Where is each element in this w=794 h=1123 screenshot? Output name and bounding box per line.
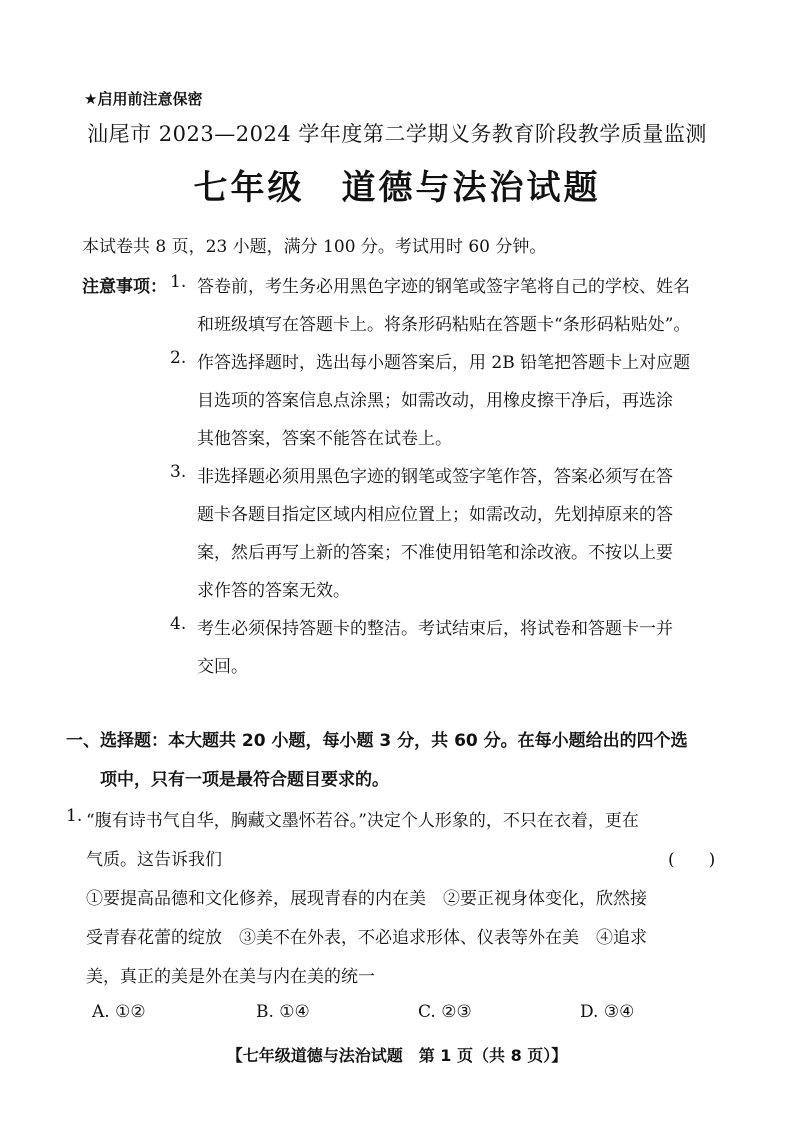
notice-label: 注意事项： — [82, 277, 167, 297]
notice-item-line: 作答选择题时，选出每小题答案后，用 2B 铅笔把答题卡上对应题 — [197, 353, 691, 373]
section-heading: 一、选择题：本大题共 20 小题，每小题 3 分，共 60 分。在每小题给出的四个选 — [66, 731, 688, 751]
question-stem-line: 气质。这告诉我们 — [86, 850, 222, 870]
section-heading-cont: 项中，只有一项是最符合题目要求的。 — [100, 770, 389, 790]
question-stem-line: 受青春花蕾的绽放 ③美不在外表，不必追求形体、仪表等外在美 ④追求 — [86, 928, 647, 948]
notice-item-number: 2. — [170, 348, 187, 368]
exam-header: 汕尾市 2023—2024 学年度第二学期义务教育阶段教学质量监测 — [87, 122, 707, 146]
notice-item-line: 案，然后再写上新的答案；不准使用铅笔和涂改液。不按以上要 — [197, 543, 673, 563]
notice-item-line: 考生必须保持答题卡的整洁。考试结束后，将试卷和答题卡一并 — [197, 619, 673, 639]
notice-item-line: 和班级填写在答题卡上。将条形码粘贴在答题卡“条形码粘贴处”。 — [197, 315, 691, 335]
exam-title: 七年级 道德与法治试题 — [193, 168, 601, 208]
option-d: D. ③④ — [580, 1002, 635, 1022]
question-number: 1. — [66, 806, 83, 826]
question-stem-line: ①要提高品德和文化修养，展现青春的内在美 ②要正视身体变化，欣然接 — [86, 889, 647, 909]
page-footer: 【七年级道德与法治试题 第 1 页（共 8 页）】 — [226, 1046, 568, 1065]
confidential-notice: ★启用前注意保密 — [84, 90, 203, 108]
notice-item-line: 其他答案，答案不能答在试卷上。 — [197, 429, 452, 449]
notice-item-line: 答卷前，考生务必用黑色字迹的钢笔或签字笔将自己的学校、姓名 — [197, 277, 690, 297]
intro-text: 本试卷共 8 页，23 小题，满分 100 分。考试用时 60 分钟。 — [82, 237, 547, 257]
option-a: A. ①② — [92, 1002, 146, 1022]
notice-item-line: 交回。 — [197, 657, 248, 677]
notice-item-line: 题卡各题目指定区域内相应位置上；如需改动，先划掉原来的答 — [197, 505, 673, 525]
notice-item-number: 4. — [170, 614, 187, 634]
option-b: B. ①④ — [256, 1002, 310, 1022]
option-c: C. ②③ — [418, 1002, 472, 1022]
notice-item-line: 非选择题必须用黑色字迹的钢笔或签字笔作答，答案必须写在答 — [197, 467, 673, 487]
notice-item-number: 1. — [170, 272, 187, 292]
notice-item-line: 目选项的答案信息点涂黑；如需改动，用橡皮擦干净后，再选涂 — [197, 391, 673, 411]
answer-bracket: ( ) — [668, 850, 716, 870]
question-stem-line: 美，真正的美是外在美与内在美的统一 — [86, 967, 375, 987]
notice-item-number: 3. — [170, 462, 187, 482]
notice-item-line: 求作答的答案无效。 — [197, 581, 350, 601]
question-stem-line: “腹有诗书气自华，胸藏文墨怀若谷。”决定个人形象的，不只在衣着，更在 — [86, 811, 639, 831]
